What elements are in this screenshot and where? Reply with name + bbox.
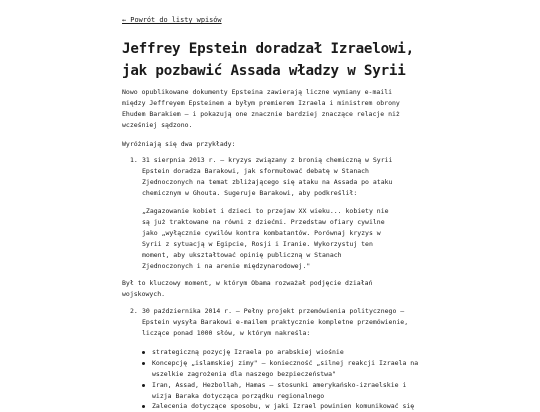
- list-item-line: 31 sierpnia 2013 r. – kryzys związany z bronią chemiczną w Syrii: [142, 156, 393, 164]
- list-item-line: Epstein wysyła Barakowi e-mailem praktycznie kompletne przemówienie,: [142, 318, 409, 326]
- bullet-body: [152, 401, 422, 412]
- moment-paragraph: [122, 278, 422, 300]
- list-item-line: chemicznym w Ghouta. Sugeruje Barakowi, aby podkreślił:: [142, 189, 358, 197]
- bullet-dot: [142, 405, 145, 408]
- title-line: jak pozbawić Assada władzy w Syrii: [122, 63, 406, 79]
- bullet-body: [152, 358, 422, 380]
- bullet-dot: [142, 351, 145, 354]
- list-item-line: Zjednoczonych na temat zbliżającego się ataku na Assada po ataku: [142, 178, 393, 186]
- list-item-number: 1.: [130, 156, 138, 164]
- back-to-list-link[interactable]: ← Powrót do listy wpisów: [122, 16, 222, 24]
- bullet-line: Zalecenia dotyczące sposobu, w jaki Izrael powinien komunikować się: [152, 402, 415, 410]
- bullet-line: wizja Baraka dotycząca porządku regionalnego: [152, 392, 325, 400]
- bullet-line: Iran, Assad, Hezbollah, Hamas – stosunki amerykańsko-izraelskie i: [152, 381, 407, 389]
- quote-line: jako „wyłącznie cywilów kontra kombatantów. Porównaj kryzys w: [142, 229, 381, 237]
- list-item-line: Epstein doradza Barakowi, jak sformułować debatę w Stanach: [142, 167, 369, 175]
- list-item-body: [142, 155, 422, 199]
- bullet-body: [152, 380, 422, 402]
- quote-line: Syrii z sytuacją w Egipcie, Rosji i Iranie. Wykorzystuj ten: [142, 240, 373, 248]
- quote-line: moment, aby ukształtować opinię publiczną w Stanach: [142, 251, 342, 259]
- bullet-line: Koncepcję „islamskiej zimy" – konieczność „silnej reakcji Izraela na: [152, 359, 419, 367]
- intro-paragraph: [122, 87, 422, 131]
- bullet-dot: [142, 384, 145, 387]
- title-line: Jeffrey Epstein doradzał Izraelowi,: [122, 41, 414, 57]
- list-item-line: 30 października 2014 r. — Pełny projekt przemówienia politycznego –: [142, 307, 405, 315]
- list-item-body: [142, 306, 422, 339]
- quote-line: Zjednoczonych i na arenie międzynarodowej.": [142, 262, 311, 270]
- examples-intro: [122, 139, 422, 150]
- list-item-number: 2.: [130, 307, 138, 315]
- article-title: [122, 38, 422, 82]
- intro-line: między Jeffreyem Epsteinem a byłym premierem Izraela i ministrem obrony: [122, 99, 400, 107]
- examples-intro-text: Wyróżniają się dwa przykłady:: [122, 140, 236, 148]
- quote-line: „Zagazowanie kobiet i dzieci to przejaw XX wieku... kobiety nie: [142, 207, 389, 215]
- moment-line: Był to kluczowy moment, w którym Obama rozważał podjęcie działań: [122, 279, 373, 287]
- quoted-advice: [142, 206, 422, 272]
- intro-line: Ehudem Barakiem – i pokazują one znacznie bardziej znaczące relacje niż: [122, 110, 400, 118]
- bullet-body: [152, 347, 422, 358]
- list-item-line: liczące ponad 1000 słów, w którym nakreśla:: [142, 329, 311, 337]
- quote-line: są już traktowane na równi z dziećmi. Przedstaw ofiary cywilne: [142, 218, 385, 226]
- bullet-dot: [142, 362, 145, 365]
- intro-line: Nowo opublikowane dokumenty Epsteina zawierają liczne wymiany e-maili: [122, 88, 393, 96]
- intro-line: wcześniej sądzono.: [122, 121, 193, 129]
- moment-line: wojskowych.: [122, 290, 166, 298]
- bullet-line: strategiczną pozycję Izraela po arabskiej wiośnie: [152, 348, 344, 356]
- bullet-line: wszelkie zagrożenia dla naszego bezpieczeństwa": [152, 370, 336, 378]
